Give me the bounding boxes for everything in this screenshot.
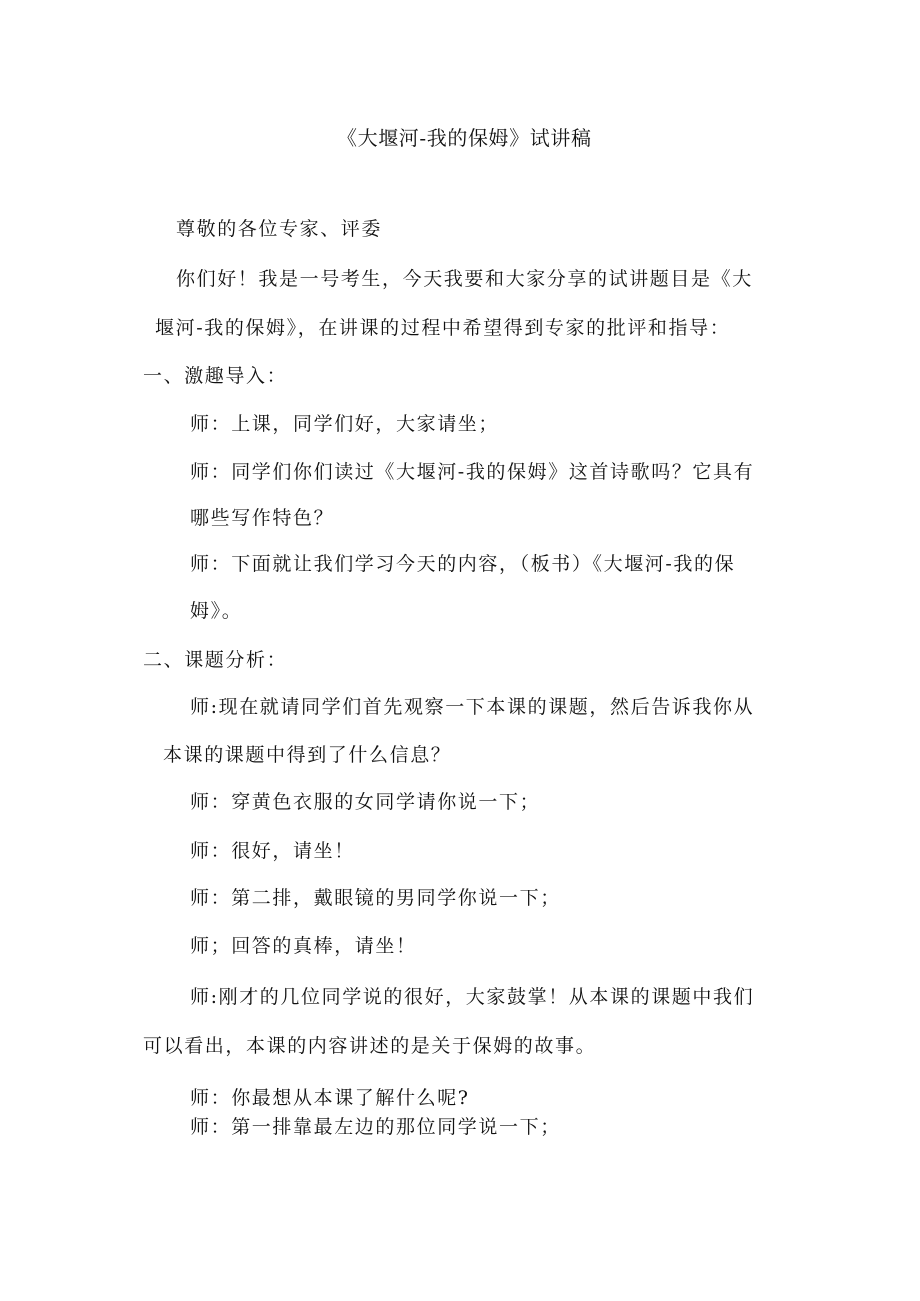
paragraph-line: 师：第二排，戴眼镜的男同学你说一下； — [190, 887, 561, 909]
intro-line-2: 堰河-我的保姆》，在讲课的过程中希望得到专家的批评和指导： — [155, 317, 731, 339]
paragraph-line: 师：第一排靠最左边的那位同学说一下； — [190, 1116, 561, 1138]
paragraph-line: 姆》。 — [190, 600, 243, 622]
paragraph-line: 可以看出，本课的内容讲述的是关于保姆的故事。 — [143, 1035, 597, 1057]
paragraph-line: 师:现在就请同学们首先观察一下本课的课题，然后告诉我你从 — [190, 696, 755, 718]
section-heading-1: 一、激趣导入： — [143, 365, 288, 387]
paragraph-line: 师：穿黄色衣服的女同学请你说一下； — [190, 791, 541, 813]
section-heading-2: 二、课题分析： — [143, 649, 288, 671]
page-title: 《大堰河-我的保姆》试讲稿 — [337, 126, 592, 150]
paragraph-line: 师；回答的真棒，请坐！ — [190, 935, 417, 957]
intro-line-1: 你们好！我是一号考生，今天我要和大家分享的试讲题目是《大 — [176, 268, 753, 290]
paragraph-line: 哪些写作特色？ — [190, 507, 335, 529]
paragraph-line: 师:刚才的几位同学说的很好，大家鼓掌！从本课的课题中我们 — [190, 986, 755, 1008]
paragraph-line: 师：上课，同学们好，大家请坐； — [190, 413, 500, 435]
paragraph-line: 本课的课题中得到了什么信息？ — [163, 744, 452, 766]
paragraph-line: 师：很好，请坐！ — [190, 840, 355, 862]
paragraph-line: 师：你最想从本课了解什么呢? — [190, 1087, 470, 1109]
paragraph-line: 师：同学们你们读过《大堰河-我的保姆》这首诗歌吗？它具有 — [190, 461, 755, 483]
paragraph-line: 师：下面就让我们学习今天的内容，（板书）《大堰河-我的保 — [190, 553, 736, 575]
greeting: 尊敬的各位专家、评委 — [176, 218, 383, 240]
